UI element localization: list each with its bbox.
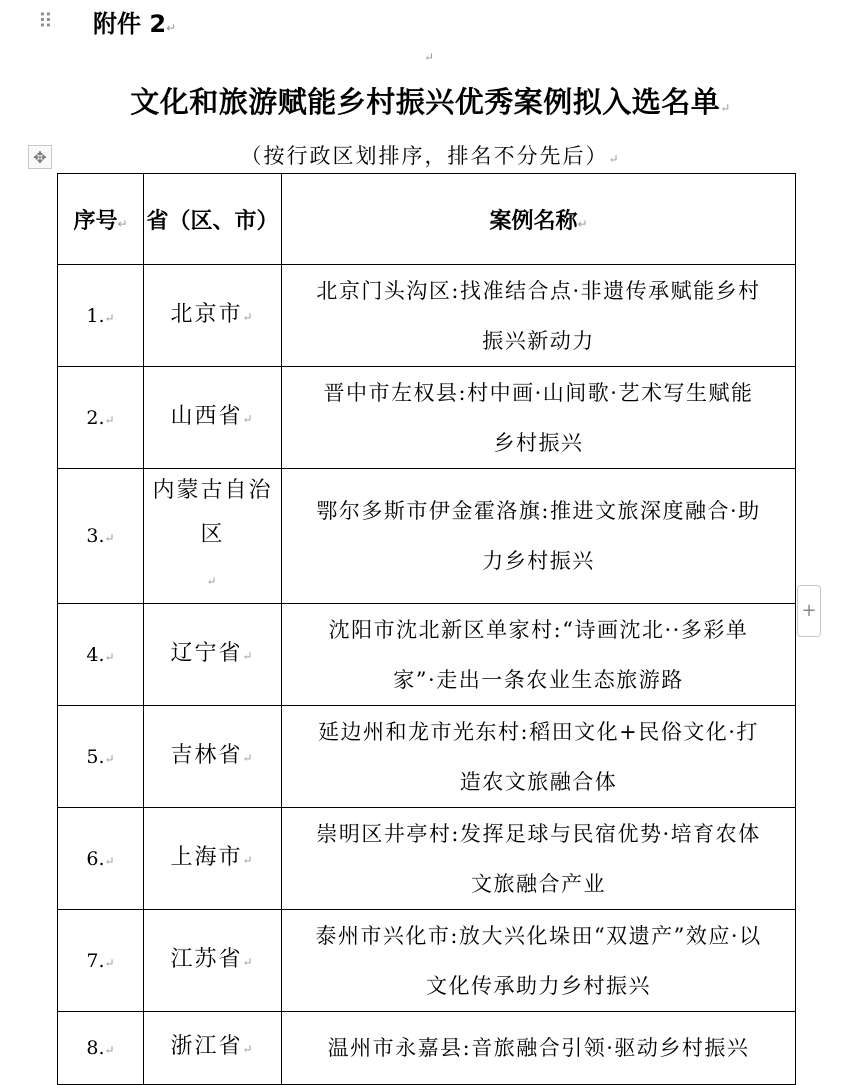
table-row	[58, 808, 796, 910]
attachment-label: 附件 2↵	[93, 10, 177, 38]
document-subtitle: （按行政区划排序，排名不分先后）↵	[240, 144, 621, 168]
table-row	[58, 469, 796, 604]
row-province: 内蒙古自治 区 ↵	[144, 469, 282, 604]
row-province: 上海市↵	[144, 808, 282, 910]
row-province: 辽宁省↵	[144, 604, 282, 706]
move-arrows-icon[interactable]: ✥	[28, 145, 52, 169]
row-case-name: 鄂尔多斯市伊金霍洛旗:推进文旅深度融合·助 力乡村振兴	[282, 469, 796, 604]
row-number: 7.↵	[58, 910, 144, 1012]
row-case-name: 泰州市兴化市:放大兴化垛田“双遗产”效应·以 文化传承助力乡村振兴	[282, 910, 796, 1012]
row-number: 2.↵	[58, 367, 144, 469]
candidate-table	[57, 173, 796, 1085]
plus-icon[interactable]: +	[797, 585, 821, 637]
header-province: 省（区、市）	[144, 174, 282, 265]
row-case-name: 北京门头沟区:找准结合点·非遗传承赋能乡村 振兴新动力	[282, 265, 796, 367]
table-row	[58, 706, 796, 808]
row-case-name: 晋中市左权县:村中画·山间歌·艺术写生赋能 乡村振兴	[282, 367, 796, 469]
row-case-name: 延边州和龙市光东村:稻田文化+民俗文化·打 造农文旅融合体	[282, 706, 796, 808]
row-number: 4.↵	[58, 604, 144, 706]
table-header-row	[58, 174, 796, 265]
table-row	[58, 367, 796, 469]
row-province: 浙江省↵	[144, 1012, 282, 1085]
row-case-name: 沈阳市沈北新区单家村:“诗画沈北··多彩单 家”·走出一条农业生态旅游路	[282, 604, 796, 706]
row-province: 北京市↵	[144, 265, 282, 367]
row-number: 8.↵	[58, 1012, 144, 1085]
row-number: 3.↵	[58, 469, 144, 604]
table-row	[58, 910, 796, 1012]
document-title: 文化和旅游赋能乡村振兴优秀案例拟入选名单↵	[130, 85, 731, 119]
row-number: 6.↵	[58, 808, 144, 910]
row-number: 5.↵	[58, 706, 144, 808]
table-row	[58, 604, 796, 706]
table-row	[58, 1012, 796, 1085]
row-number: 1.↵	[58, 265, 144, 367]
row-case-name: 温州市永嘉县:音旅融合引领·驱动乡村振兴	[282, 1012, 796, 1085]
header-case-name: 案例名称↵	[282, 174, 796, 265]
row-case-name: 崇明区井亭村:发挥足球与民宿优势·培育农体 文旅融合产业	[282, 808, 796, 910]
table-row	[58, 265, 796, 367]
header-number: 序号↵	[58, 174, 144, 265]
drag-dots-icon[interactable]: ⠿	[38, 9, 51, 33]
paragraph-mark: ↵	[424, 50, 435, 64]
row-province: 山西省↵	[144, 367, 282, 469]
row-province: 吉林省↵	[144, 706, 282, 808]
row-province: 江苏省↵	[144, 910, 282, 1012]
